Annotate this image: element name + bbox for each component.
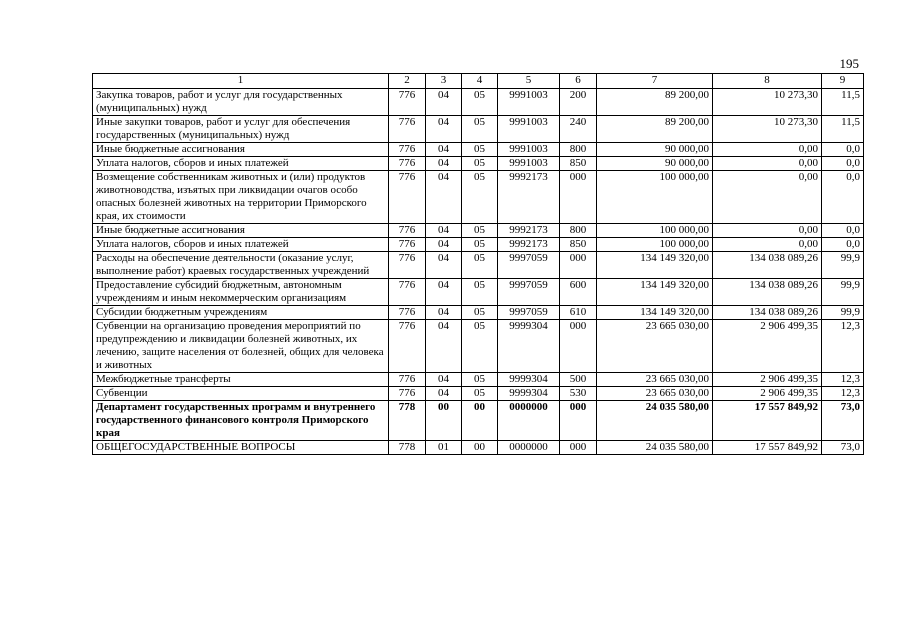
column-header: 2 <box>389 74 426 89</box>
expense-type-cell: 800 <box>560 143 597 157</box>
admin-code-cell: 776 <box>389 116 426 143</box>
column-header: 3 <box>426 74 462 89</box>
execution-percent-cell: 12,3 <box>822 320 864 373</box>
table-row <box>93 143 864 157</box>
column-header: 7 <box>597 74 713 89</box>
executed-amount-cell: 0,00 <box>713 171 822 224</box>
section-code-cell: 04 <box>426 306 462 320</box>
expense-type-cell: 000 <box>560 401 597 441</box>
execution-percent-cell: 0,0 <box>822 171 864 224</box>
expense-type-cell: 600 <box>560 279 597 306</box>
section-code-cell: 04 <box>426 116 462 143</box>
column-header: 8 <box>713 74 822 89</box>
execution-percent-cell: 12,3 <box>822 373 864 387</box>
table-row <box>93 306 864 320</box>
row-name-cell: Расходы на обеспечение деятельности (оказание услуг, выполнение работ) краевых государственных учреждений <box>93 252 389 279</box>
admin-code-cell: 776 <box>389 171 426 224</box>
target-article-cell: 9991003 <box>498 157 560 171</box>
admin-code-cell: 776 <box>389 279 426 306</box>
table-row <box>93 373 864 387</box>
subsection-code-cell: 05 <box>462 252 498 279</box>
execution-percent-cell: 11,5 <box>822 89 864 116</box>
executed-amount-cell: 17 557 849,92 <box>713 401 822 441</box>
planned-amount-cell: 134 149 320,00 <box>597 306 713 320</box>
target-article-cell: 9992173 <box>498 224 560 238</box>
section-code-cell: 04 <box>426 143 462 157</box>
target-article-cell: 9997059 <box>498 279 560 306</box>
admin-code-cell: 776 <box>389 89 426 116</box>
table-row <box>93 89 864 116</box>
section-code-cell: 04 <box>426 224 462 238</box>
planned-amount-cell: 89 200,00 <box>597 89 713 116</box>
table-row <box>93 171 864 224</box>
expense-type-cell: 800 <box>560 224 597 238</box>
planned-amount-cell: 90 000,00 <box>597 157 713 171</box>
expense-type-cell: 610 <box>560 306 597 320</box>
execution-percent-cell: 0,0 <box>822 143 864 157</box>
section-code-cell: 04 <box>426 252 462 279</box>
row-name-cell: Уплата налогов, сборов и иных платежей <box>93 157 389 171</box>
executed-amount-cell: 134 038 089,26 <box>713 252 822 279</box>
execution-percent-cell: 73,0 <box>822 401 864 441</box>
expense-type-cell: 000 <box>560 320 597 373</box>
row-name-cell: ОБЩЕГОСУДАРСТВЕННЫЕ ВОПРОСЫ <box>93 441 389 455</box>
section-code-cell: 01 <box>426 441 462 455</box>
planned-amount-cell: 100 000,00 <box>597 238 713 252</box>
row-name-cell: Департамент государственных программ и внутреннего государственного финансового контроля Приморского края <box>93 401 389 441</box>
page-number: 195 <box>839 56 859 71</box>
section-code-cell: 04 <box>426 157 462 171</box>
subsection-code-cell: 05 <box>462 143 498 157</box>
subsection-code-cell: 05 <box>462 224 498 238</box>
planned-amount-cell: 90 000,00 <box>597 143 713 157</box>
planned-amount-cell: 134 149 320,00 <box>597 252 713 279</box>
admin-code-cell: 778 <box>389 441 426 455</box>
expense-type-cell: 240 <box>560 116 597 143</box>
planned-amount-cell: 134 149 320,00 <box>597 279 713 306</box>
admin-code-cell: 776 <box>389 306 426 320</box>
expense-type-cell: 500 <box>560 373 597 387</box>
expense-type-cell: 200 <box>560 89 597 116</box>
table-row <box>93 387 864 401</box>
column-header: 4 <box>462 74 498 89</box>
section-code-cell: 04 <box>426 171 462 224</box>
target-article-cell: 9999304 <box>498 320 560 373</box>
admin-code-cell: 776 <box>389 252 426 279</box>
subsection-code-cell: 05 <box>462 116 498 143</box>
table-body <box>93 89 864 455</box>
column-header: 9 <box>822 74 864 89</box>
row-name-cell: Закупка товаров, работ и услуг для государственных (муниципальных) нужд <box>93 89 389 116</box>
table-row <box>93 157 864 171</box>
table-row <box>93 401 864 441</box>
target-article-cell: 9997059 <box>498 306 560 320</box>
executed-amount-cell: 134 038 089,26 <box>713 306 822 320</box>
executed-amount-cell: 0,00 <box>713 157 822 171</box>
expense-type-cell: 850 <box>560 238 597 252</box>
target-article-cell: 9991003 <box>498 89 560 116</box>
table-row <box>93 441 864 455</box>
admin-code-cell: 776 <box>389 320 426 373</box>
row-name-cell: Межбюджетные трансферты <box>93 373 389 387</box>
execution-percent-cell: 0,0 <box>822 238 864 252</box>
planned-amount-cell: 23 665 030,00 <box>597 320 713 373</box>
target-article-cell: 9999304 <box>498 373 560 387</box>
header-row <box>93 74 864 89</box>
row-name-cell: Предоставление субсидий бюджетным, автономным учреждениям и иным некоммерческим организациям <box>93 279 389 306</box>
planned-amount-cell: 24 035 580,00 <box>597 441 713 455</box>
target-article-cell: 9997059 <box>498 252 560 279</box>
executed-amount-cell: 2 906 499,35 <box>713 373 822 387</box>
executed-amount-cell: 2 906 499,35 <box>713 320 822 373</box>
expense-type-cell: 000 <box>560 441 597 455</box>
admin-code-cell: 776 <box>389 387 426 401</box>
subsection-code-cell: 05 <box>462 238 498 252</box>
subsection-code-cell: 00 <box>462 401 498 441</box>
planned-amount-cell: 100 000,00 <box>597 224 713 238</box>
subsection-code-cell: 05 <box>462 387 498 401</box>
execution-percent-cell: 99,9 <box>822 252 864 279</box>
table-row <box>93 252 864 279</box>
section-code-cell: 04 <box>426 387 462 401</box>
admin-code-cell: 776 <box>389 373 426 387</box>
execution-percent-cell: 11,5 <box>822 116 864 143</box>
admin-code-cell: 776 <box>389 224 426 238</box>
execution-percent-cell: 99,9 <box>822 279 864 306</box>
row-name-cell: Субвенции на организацию проведения мероприятий по предупреждению и ликвидации болезней животных, их лечению, защите населения от болезней, общих для человека и животных <box>93 320 389 373</box>
expense-type-cell: 850 <box>560 157 597 171</box>
target-article-cell: 9991003 <box>498 116 560 143</box>
row-name-cell: Субвенции <box>93 387 389 401</box>
expense-type-cell: 000 <box>560 252 597 279</box>
executed-amount-cell: 0,00 <box>713 238 822 252</box>
planned-amount-cell: 89 200,00 <box>597 116 713 143</box>
planned-amount-cell: 23 665 030,00 <box>597 373 713 387</box>
execution-percent-cell: 73,0 <box>822 441 864 455</box>
table-row <box>93 116 864 143</box>
target-article-cell: 0000000 <box>498 441 560 455</box>
section-code-cell: 04 <box>426 89 462 116</box>
section-code-cell: 04 <box>426 238 462 252</box>
column-header: 5 <box>498 74 560 89</box>
section-code-cell: 00 <box>426 401 462 441</box>
row-name-cell: Иные бюджетные ассигнования <box>93 143 389 157</box>
admin-code-cell: 776 <box>389 157 426 171</box>
subsection-code-cell: 05 <box>462 306 498 320</box>
admin-code-cell: 778 <box>389 401 426 441</box>
table-row <box>93 224 864 238</box>
target-article-cell: 0000000 <box>498 401 560 441</box>
subsection-code-cell: 05 <box>462 320 498 373</box>
table-row <box>93 320 864 373</box>
row-name-cell: Уплата налогов, сборов и иных платежей <box>93 238 389 252</box>
subsection-code-cell: 05 <box>462 171 498 224</box>
admin-code-cell: 776 <box>389 238 426 252</box>
executed-amount-cell: 0,00 <box>713 224 822 238</box>
target-article-cell: 9992173 <box>498 238 560 252</box>
target-article-cell: 9991003 <box>498 143 560 157</box>
executed-amount-cell: 10 273,30 <box>713 116 822 143</box>
subsection-code-cell: 05 <box>462 373 498 387</box>
admin-code-cell: 776 <box>389 143 426 157</box>
planned-amount-cell: 23 665 030,00 <box>597 387 713 401</box>
subsection-code-cell: 05 <box>462 157 498 171</box>
execution-percent-cell: 12,3 <box>822 387 864 401</box>
budget-table <box>92 73 864 455</box>
executed-amount-cell: 10 273,30 <box>713 89 822 116</box>
expense-type-cell: 000 <box>560 171 597 224</box>
planned-amount-cell: 100 000,00 <box>597 171 713 224</box>
row-name-cell: Субсидии бюджетным учреждениям <box>93 306 389 320</box>
row-name-cell: Иные бюджетные ассигнования <box>93 224 389 238</box>
table-row <box>93 238 864 252</box>
subsection-code-cell: 00 <box>462 441 498 455</box>
planned-amount-cell: 24 035 580,00 <box>597 401 713 441</box>
subsection-code-cell: 05 <box>462 89 498 116</box>
section-code-cell: 04 <box>426 279 462 306</box>
row-name-cell: Возмещение собственникам животных и (или) продуктов животноводства, изъятых при ликвидации очагов особо опасных болезней животных на территории Приморского края, их стоимости <box>93 171 389 224</box>
column-header: 1 <box>93 74 389 89</box>
column-header: 6 <box>560 74 597 89</box>
target-article-cell: 9999304 <box>498 387 560 401</box>
executed-amount-cell: 134 038 089,26 <box>713 279 822 306</box>
row-name-cell: Иные закупки товаров, работ и услуг для обеспечения государственных (муниципальных) нужд <box>93 116 389 143</box>
target-article-cell: 9992173 <box>498 171 560 224</box>
executed-amount-cell: 17 557 849,92 <box>713 441 822 455</box>
subsection-code-cell: 05 <box>462 279 498 306</box>
expense-type-cell: 530 <box>560 387 597 401</box>
section-code-cell: 04 <box>426 320 462 373</box>
section-code-cell: 04 <box>426 373 462 387</box>
execution-percent-cell: 0,0 <box>822 224 864 238</box>
execution-percent-cell: 0,0 <box>822 157 864 171</box>
executed-amount-cell: 2 906 499,35 <box>713 387 822 401</box>
executed-amount-cell: 0,00 <box>713 143 822 157</box>
table-row <box>93 279 864 306</box>
execution-percent-cell: 99,9 <box>822 306 864 320</box>
